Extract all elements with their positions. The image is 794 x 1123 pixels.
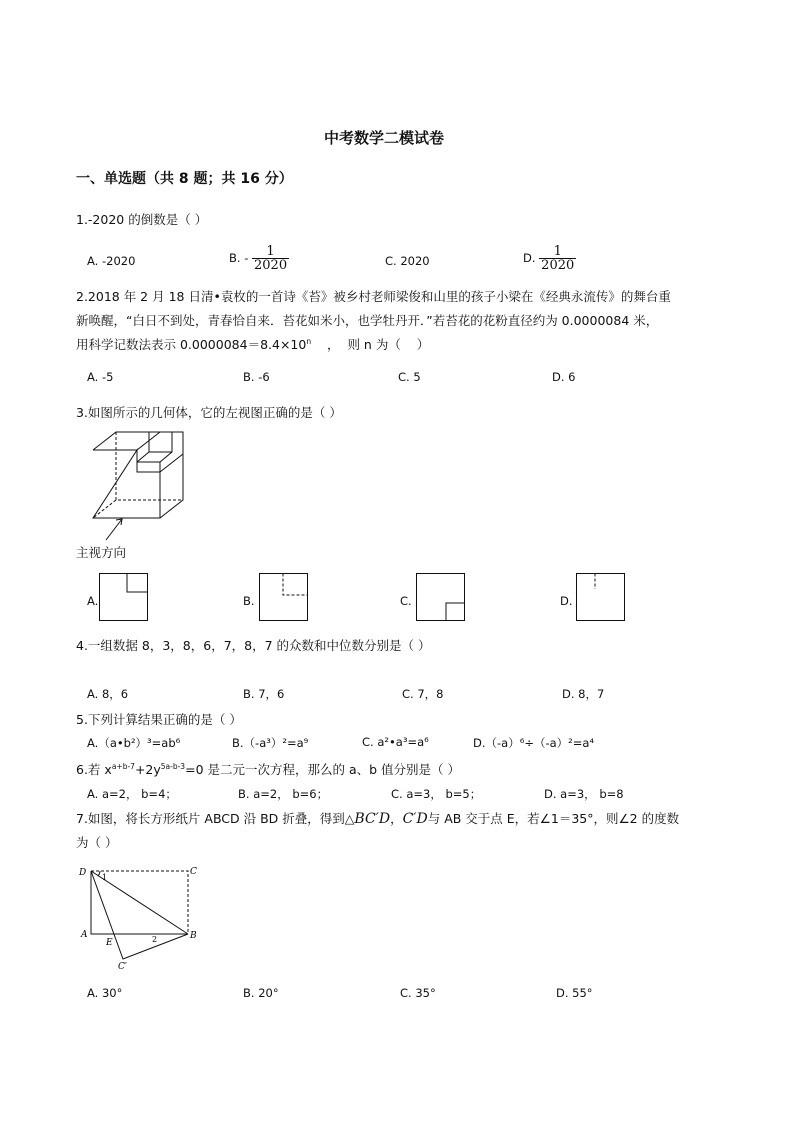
q3-solid-figure	[80, 428, 192, 543]
q1-option-d-fraction	[539, 245, 576, 272]
q1-b-numerator: 1	[266, 244, 275, 259]
q7-label-C: C	[190, 867, 197, 877]
q7-label-angle-1: 1	[102, 873, 108, 882]
q5-option-c: C. a²•a³=a⁶	[362, 735, 429, 749]
section-heading: 一、单选题（共 8 题；共 16 分）	[76, 171, 293, 187]
q6-stem-b: +2y	[134, 762, 161, 777]
q7-comma: ，	[390, 811, 403, 826]
q3-option-d-figure	[576, 573, 626, 622]
q4-option-a: A. 8，6	[87, 687, 129, 701]
q2-option-a: A. -5	[87, 370, 114, 384]
q3-option-c-figure	[416, 573, 466, 622]
q7-option-a: A. 30°	[87, 986, 123, 1000]
q1-option-d	[523, 245, 576, 272]
q3-stem: 3.如图所示的几何体，它的左视图正确的是（ ）	[76, 405, 342, 420]
q2-line-2: 新唤醒，“白日不到处，青春恰自来．苔花如米小，也学牡丹开．”若苔花的花粉直径约为 0.0000084 米，	[76, 313, 659, 328]
q1-option-c: C. 2020	[385, 254, 430, 268]
q7-option-b: B. 20°	[243, 986, 279, 1000]
q6-option-a: A. a=2， b=4；	[87, 787, 177, 801]
q7-label-D: D	[79, 868, 87, 878]
q2-line-3	[76, 335, 429, 353]
q2-option-d: D. 6	[552, 370, 576, 384]
q6-option-b: B. a=2， b=6；	[238, 787, 329, 801]
q1-option-a: A. -2020	[87, 254, 136, 268]
q3-option-c: C.	[400, 594, 412, 608]
q2-line-3-b: ， 则 n 为（ ）	[311, 337, 430, 352]
q7-triangle: BC′D	[354, 811, 391, 827]
q5-option-d: D.（-a）⁶÷（-a）²=a⁴	[473, 736, 595, 750]
q1-stem: 1.-2020 的倒数是（ ）	[76, 212, 208, 227]
q6-option-c: C. a=3， b=5；	[391, 787, 482, 801]
q7-option-d: D. 55°	[556, 986, 593, 1000]
q1-option-b-fraction	[252, 245, 289, 272]
q1-option-d-prefix: D.	[523, 251, 536, 265]
q5-stem: 5.下列计算结果正确的是（ ）	[76, 712, 242, 727]
q7-option-c: C. 35°	[400, 986, 436, 1000]
q3-caption: 主视方向	[76, 545, 127, 560]
q2-line-1: 2.2018 年 2 月 18 日清•袁枚的一首诗《苔》被乡村老师梁俊和山里的孩子小梁在《经典永流传》的舞台重	[76, 289, 671, 304]
q1-d-denominator: 2020	[541, 258, 575, 273]
q1-option-b-prefix: B. -	[229, 251, 249, 265]
q7-label-A: A	[81, 930, 88, 940]
q4-option-d: D. 8，7	[562, 687, 605, 701]
q3-option-a-figure	[99, 573, 149, 622]
q4-option-c: C. 7，8	[402, 687, 444, 701]
q6-exponent-y: 5a-b-3	[160, 762, 186, 771]
q7-stem-line-2: 为（ ）	[76, 835, 118, 850]
q1-option-b	[229, 245, 289, 272]
q2-exponent: n	[306, 337, 312, 346]
q7-stem	[76, 809, 679, 827]
q3-option-b-figure	[259, 573, 309, 622]
q6-option-d: D. a=3， b=8	[544, 787, 624, 801]
q2-option-b: B. -6	[243, 370, 270, 384]
q2-line-3-a: 用科学记数法表示 0.0000084＝8.4×10	[76, 337, 307, 352]
q7-label-C-prime: C′	[118, 962, 127, 972]
q3-option-b: B.	[243, 594, 255, 608]
q3-option-a: A.	[87, 594, 99, 608]
q6-exponent-x: a+b-7	[111, 762, 135, 771]
q4-stem: 4.一组数据 8，3，8，6，7，8，7 的众数和中位数分别是（ ）	[76, 638, 431, 653]
q7-label-E: E	[106, 938, 113, 948]
q7-label-B: B	[190, 931, 197, 941]
q6-stem-a: 6.若 x	[76, 762, 112, 777]
q6-stem	[76, 760, 460, 778]
q3-option-d: D.	[560, 594, 573, 608]
q1-b-denominator: 2020	[254, 258, 288, 273]
q7-stem-a: 7.如图，将长方形纸片 ABCD 沿 BD 折叠，得到△	[76, 811, 355, 826]
q1-d-numerator: 1	[553, 244, 562, 259]
q7-stem-b: 与 AB 交于点 E，若∠1＝35°，则∠2 的度数	[427, 811, 680, 826]
q5-option-a: A.（a•b²）³=ab⁶	[87, 736, 181, 750]
q4-option-b: B. 7，6	[243, 687, 285, 701]
q7-label-angle-2: 2	[152, 935, 158, 944]
q7-segment: C′D	[402, 811, 428, 827]
q5-option-b: B.（-a³）²=a⁹	[232, 736, 309, 750]
page-title: 中考数学二模试卷	[324, 129, 445, 147]
q2-option-c: C. 5	[398, 370, 421, 384]
q6-stem-c: =0 是二元一次方程，那么的 a、b 值分别是（ ）	[185, 762, 461, 777]
q7-rectangle-fold-figure	[76, 862, 206, 974]
